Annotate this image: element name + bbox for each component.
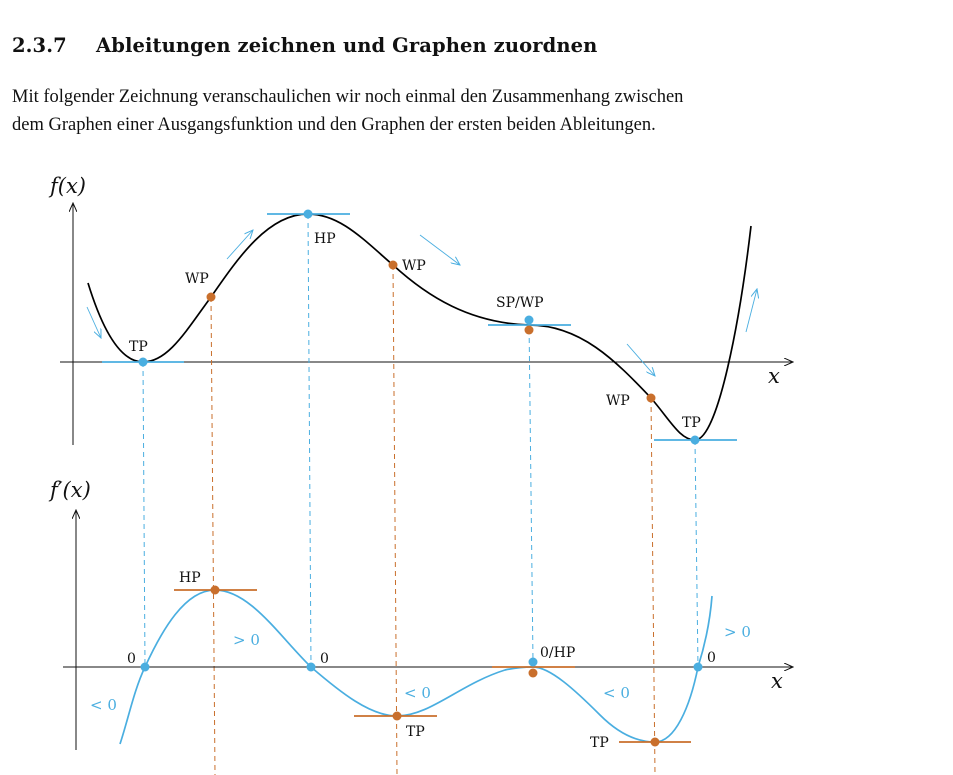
hp-point bbox=[304, 210, 313, 219]
guide-line-blue bbox=[308, 214, 311, 667]
hp-point bbox=[529, 669, 538, 678]
f-x-axis-label: x bbox=[768, 364, 780, 388]
wp-point bbox=[207, 293, 216, 302]
slope-arrow bbox=[627, 344, 655, 376]
point-label: HP bbox=[314, 231, 336, 247]
sp-point bbox=[525, 316, 534, 325]
point-label: TP bbox=[406, 724, 425, 740]
tp-point bbox=[651, 738, 660, 747]
intro-line-2: dem Graphen einer Ausgangsfunktion und den Graphen der ersten beiden Ableitungen. bbox=[12, 115, 656, 135]
tp-point bbox=[393, 712, 402, 721]
slope-arrow bbox=[227, 230, 253, 259]
zero-point bbox=[307, 663, 316, 672]
point-label: 0 bbox=[320, 651, 329, 667]
zero-point bbox=[141, 663, 150, 672]
guide-line-blue bbox=[695, 440, 698, 667]
tp-point bbox=[691, 436, 700, 445]
slope-arrow bbox=[420, 235, 460, 265]
zero-point bbox=[529, 658, 538, 667]
guide-line-orange bbox=[651, 398, 655, 775]
sign-label: < 0 bbox=[404, 684, 431, 702]
section-number: 2.3.7 bbox=[12, 34, 67, 57]
guide-line-blue bbox=[529, 320, 533, 662]
zero-point bbox=[694, 663, 703, 672]
intro-line-1: Mit folgender Zeichnung veranschaulichen wir noch einmal den Zusammenhang zwischen bbox=[12, 87, 684, 107]
f-curve bbox=[88, 214, 751, 440]
sign-label: > 0 bbox=[724, 623, 751, 641]
sign-label: < 0 bbox=[603, 684, 630, 702]
fprime-y-axis-label: f′(x) bbox=[50, 478, 91, 502]
wp-point bbox=[525, 326, 534, 335]
f-y-axis-label: f(x) bbox=[50, 174, 87, 198]
tp-point bbox=[139, 358, 148, 367]
guide-line-blue bbox=[143, 362, 145, 667]
guide-line-orange bbox=[393, 265, 397, 775]
hp-point bbox=[211, 586, 220, 595]
section-title: Ableitungen zeichnen und Graphen zuordnen bbox=[96, 34, 598, 57]
point-label: TP bbox=[682, 415, 701, 431]
slope-arrow bbox=[746, 289, 757, 332]
guide-line-orange bbox=[211, 297, 215, 775]
sign-label: > 0 bbox=[233, 631, 260, 649]
point-label: TP bbox=[590, 735, 609, 751]
point-label: HP bbox=[179, 570, 201, 586]
slope-arrows bbox=[87, 230, 757, 376]
point-label: WP bbox=[185, 271, 209, 287]
fprime-x-axis-label: x bbox=[771, 669, 783, 693]
point-label: WP bbox=[402, 258, 426, 274]
sign-label: < 0 bbox=[90, 696, 117, 714]
wp-point bbox=[389, 261, 398, 270]
point-label: 0/HP bbox=[540, 645, 576, 661]
point-label: TP bbox=[129, 339, 148, 355]
point-label: SP/WP bbox=[496, 295, 544, 311]
wp-point bbox=[647, 394, 656, 403]
point-label: WP bbox=[606, 393, 630, 409]
point-label: 0 bbox=[707, 650, 716, 666]
point-label: 0 bbox=[127, 651, 136, 667]
